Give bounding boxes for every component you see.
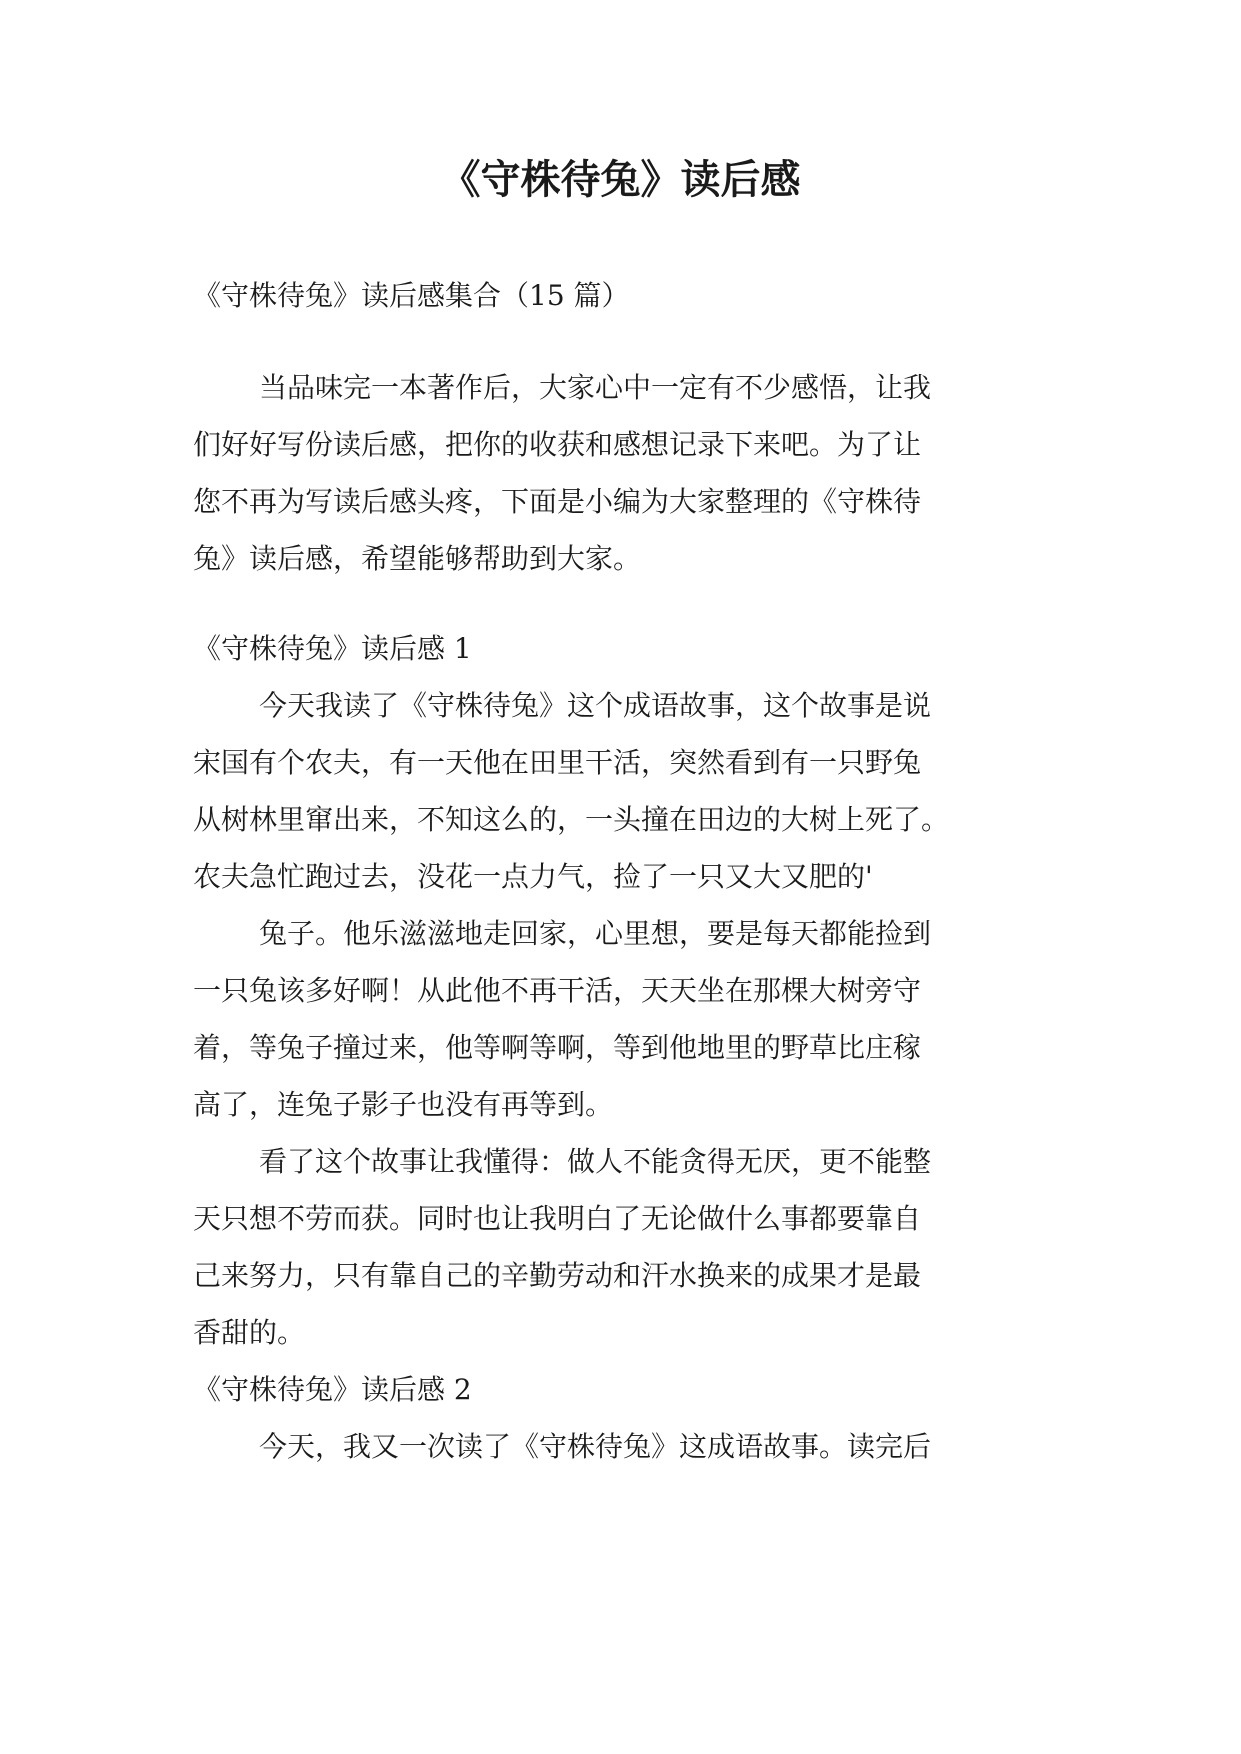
section-heading-1: [193, 620, 1053, 677]
body-line: 今天，我又一次读了《守株待兔》这成语故事。读完后: [259, 1430, 932, 1463]
body-line: 看了这个故事让我懂得：做人不能贪得无厌，更不能整: [259, 1145, 932, 1178]
body-line: 天只想不劳而获。同时也让我明白了无论做什么事都要靠自: [193, 1202, 922, 1235]
section-1-body: [193, 677, 1053, 1361]
body-line: 农夫急忙跑过去，没花一点力气，捡了一只又大又肥的': [193, 860, 873, 893]
intro-paragraph: [193, 359, 1053, 587]
body-line: 一只兔该多好啊！从此他不再干活，天天坐在那棵大树旁守: [193, 974, 922, 1007]
document-title: 《守株待兔》读后感: [440, 157, 801, 203]
section-heading-text: 《守株待兔》读后感 2: [193, 1373, 472, 1406]
document-subtitle: [193, 267, 1053, 324]
body-line: 从树林里窜出来，不知这么的，一头撞在田边的大树上死了。: [193, 803, 950, 836]
body-line: 香甜的。: [193, 1316, 306, 1349]
body-line: 兔子。他乐滋滋地走回家，心里想，要是每天都能捡到: [259, 917, 932, 950]
intro-line: 兔》读后感，希望能够帮助到大家。: [193, 542, 642, 575]
intro-line: 当品味完一本著作后，大家心中一定有不少感悟，让我: [259, 371, 932, 404]
section-heading-2: [193, 1361, 1053, 1418]
body-line: 今天我读了《守株待兔》这个成语故事，这个故事是说: [259, 689, 932, 722]
section-heading-text: 《守株待兔》读后感 1: [193, 632, 472, 665]
body-line: 高了，连兔子影子也没有再等到。: [193, 1088, 614, 1121]
body-line: 己来努力，只有靠自己的辛勤劳动和汗水换来的成果才是最: [193, 1259, 922, 1292]
body-line: 着，等兔子撞过来，他等啊等啊，等到他地里的野草比庄稼: [193, 1031, 922, 1064]
body-line: 宋国有个农夫，有一天他在田里干活，突然看到有一只野兔: [193, 746, 922, 779]
intro-line: 您不再为写读后感头疼，下面是小编为大家整理的《守株待: [193, 485, 922, 518]
subtitle-line: 《守株待兔》读后感集合（15 篇）: [193, 279, 630, 312]
section-2-body: [193, 1418, 1053, 1475]
intro-line: 们好好写份读后感，把你的收获和感想记录下来吧。为了让: [193, 428, 922, 461]
